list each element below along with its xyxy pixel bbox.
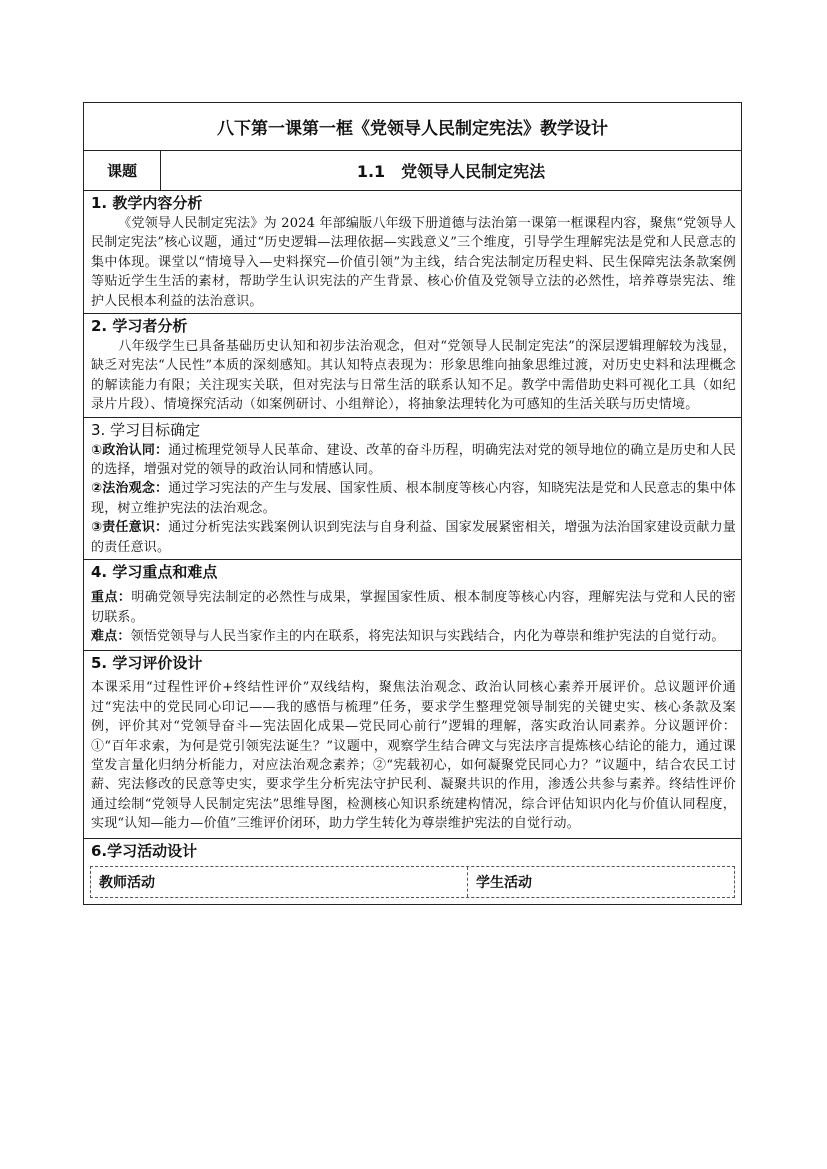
section-body: 本课采用“过程性评价+终结性评价”双线结构，聚焦法治观念、政治认同核心素养开展评价。总议题评价通过“宪法中的党民同心印记——我的感悟与梳理”任务，要求学生整理党领导制宪的关键史实、核心条款及案例，评价其对“党领导奋斗—宪法固化成果—党民同心前行”逻辑的理解，落实政治认同素养。分议题评价：①“百年求索，为何是党引领宪法诞生？”议题中，观察学生结合碑文与宪法序言提炼核心结论的能力，通过课堂发言量化归纳分析能力，对应法治观念素养；②“宪载初心，如何凝聚党民同心力？”议题中，结合农民工讨薪、宪法修改的民意等史实，要求学生分析宪法守护民利、凝聚共识的作用，渗透公共参与素养。终结性评价通过绘制“党领导人民制定宪法”思维导图，检测核心知识系统建构情况，综合评估知识内化与价值认同程度，实现“认知—能力—价值”三维评价闭环，助力学生转化为尊崇维护宪法的自觉行动。 xyxy=(91,680,736,832)
key-point-text: 明确党领导宪法制定的必然性与成果，掌握国家性质、根本制度等核心内容，理解宪法与党和人民的密切联系。 xyxy=(91,590,736,625)
section-heading: 2. 学习者分析 xyxy=(91,317,188,336)
section-body: 《党领导人民制定宪法》为 2024 年部编版八年级下册道德与法治第一课第一框课程内容，聚焦“党领导人民制定宪法”核心议题，通过“历史逻辑—法理依据—实践意义”三个维度，引导学生理解宪法是党和人民意志的集中体现。课堂以“情境导入—史料探究—价值引领”为主线，结合宪法制定历程史料、民生保障宪法条款案例等贴近学生生活的素材，帮助学生认识宪法的产生背景、核心价值及党领导立法的必然性，培养尊崇宪法、维护人民根本利益的法治意识。 xyxy=(91,216,736,309)
section-heading: 3. 学习目标确定 xyxy=(91,420,201,439)
activities-table-wrapper xyxy=(84,864,741,905)
subject-value: 1.1 党领导人民制定宪法 xyxy=(356,162,546,181)
document-title: 八下第一课第一框《党领导人民制定宪法》教学设计 xyxy=(83,102,742,150)
section-body: 八年级学生已具备基础历史认知和初步法治观念，但对“党领导人民制定宪法”的深层逻辑理解较为浅显，缺乏对宪法“人民性”本质的深刻感知。其认知特点表现为：形象思维向抽象思维过渡，对历史史料和法理概念的解读能力有限；关注现实关联，但对宪法与日常生活的联系认知不足。教学中需借助史料可视化工具（如纪录片片段）、情境探究活动（如案例研讨、小组辩论），将抽象法理转化为可感知的生活关联与历史情境。 xyxy=(91,339,736,413)
key-point-item xyxy=(91,588,736,627)
objective-text: 通过梳理党领导人民革命、建设、改革的奋斗历程，明确宪法对党的领导地位的确立是历史和人民的选择，增强对党的领导的政治认同和情感认同。 xyxy=(91,442,736,478)
objective-text: 通过分析宪法实践案例认识到宪法与自身利益、国家发展紧密相关，增强为法治国家建设贡献力量的责任意识。 xyxy=(91,520,736,555)
objective-item xyxy=(91,479,736,518)
section-key-points xyxy=(83,559,742,650)
section-learner-analysis xyxy=(83,313,742,417)
objective-text: 通过学习宪法的产生与发展、国家性质、根本制度等核心内容，知晓宪法是党和人民意志的集中体现，树立维护宪法的法治观念。 xyxy=(91,481,736,516)
section-objectives xyxy=(83,417,742,559)
section-heading: 1. 教学内容分析 xyxy=(91,194,203,212)
section-heading: 6.学习活动设计 xyxy=(91,841,198,860)
difficulty-item xyxy=(91,627,736,646)
difficulty-text: 领悟党领导与人民当家作主的内在联系，将宪法知识与实践结合，内化为尊崇和维护宪法的自觉行动。 xyxy=(130,628,725,644)
section-activities xyxy=(83,838,742,905)
subject-row xyxy=(83,150,742,190)
student-activity-header: 学生活动 xyxy=(476,874,532,891)
objective-label: ②法治观念： xyxy=(91,481,169,497)
key-point-label: 重点： xyxy=(91,590,132,606)
subject-label: 课题 xyxy=(84,151,161,190)
teacher-activity-header: 教师活动 xyxy=(91,867,468,897)
objective-label: ③责任意识： xyxy=(91,520,169,536)
activities-table xyxy=(90,866,735,898)
difficulty-label: 难点： xyxy=(91,628,131,644)
objective-item xyxy=(91,518,736,557)
section-heading: 5. 学习评价设计 xyxy=(91,654,203,673)
objective-label: ①政治认同： xyxy=(91,442,169,458)
objective-item xyxy=(91,441,736,480)
lesson-plan-document xyxy=(83,102,742,905)
section-content-analysis xyxy=(83,190,742,313)
section-heading: 4. 学习重点和难点 xyxy=(91,563,218,582)
section-evaluation xyxy=(83,650,742,837)
